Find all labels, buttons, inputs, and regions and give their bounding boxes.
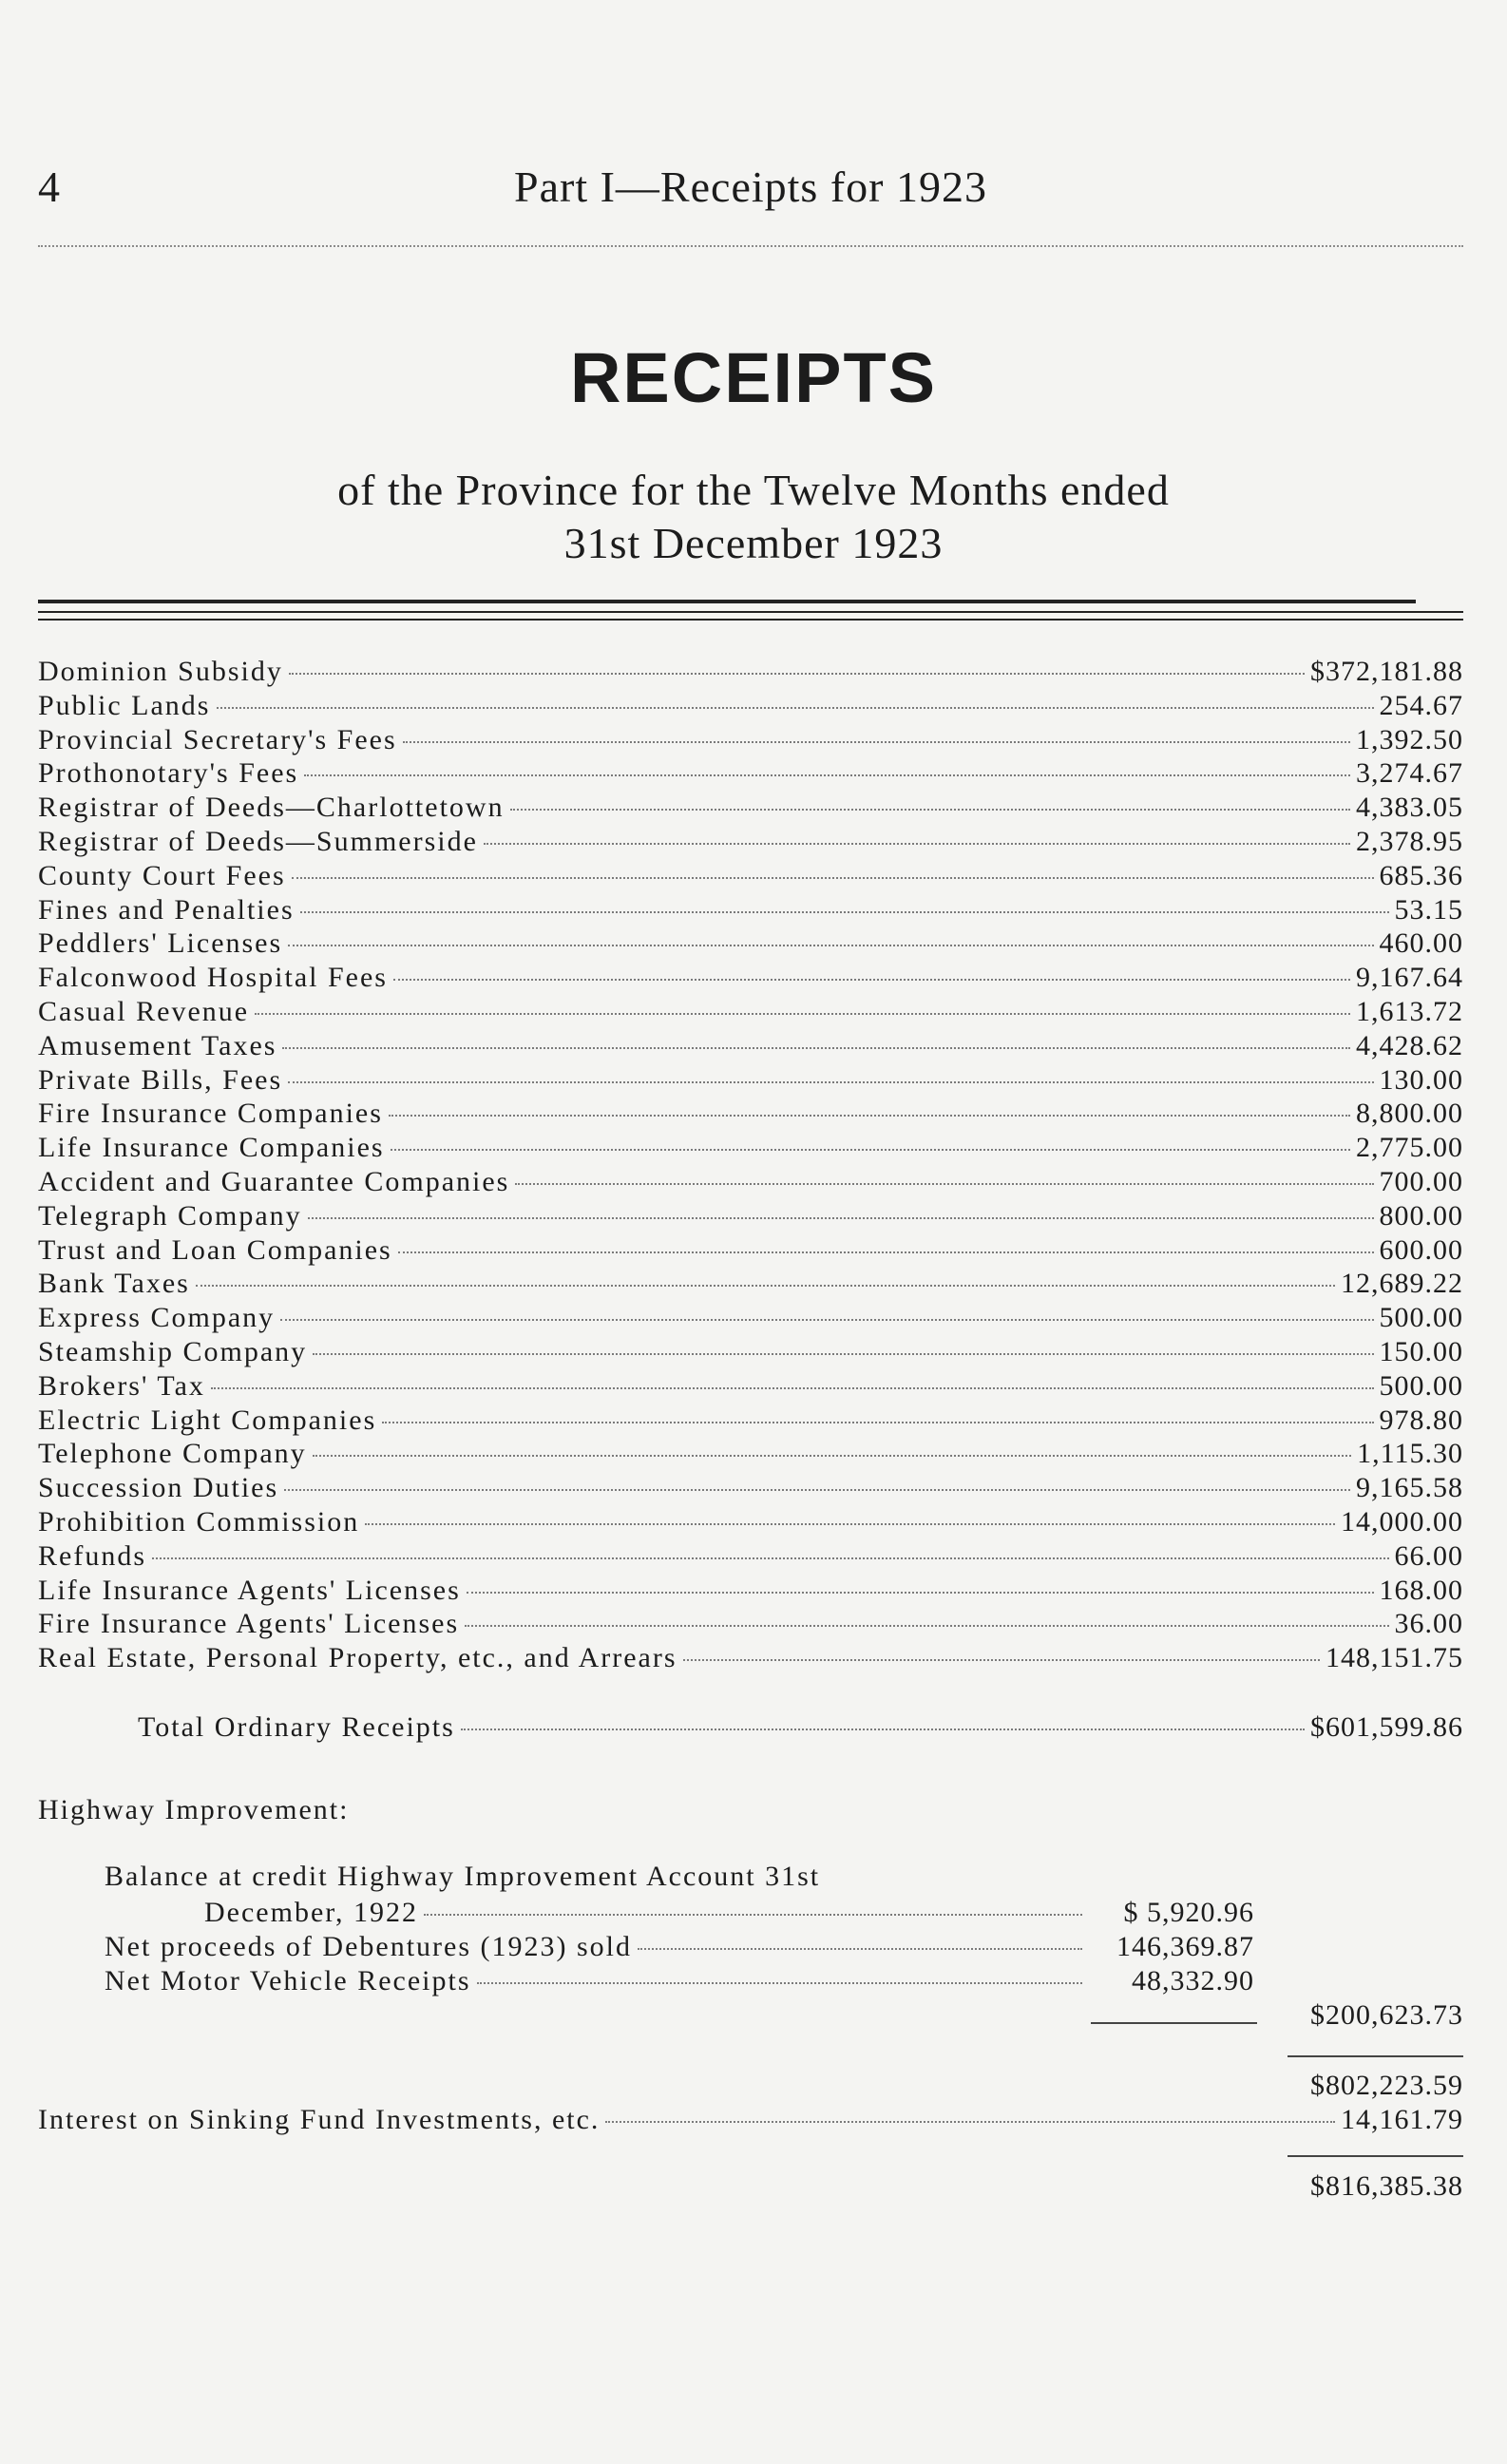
- dot-leader: [313, 1455, 1351, 1457]
- total-ordinary-amount: $601,599.86: [1310, 1711, 1463, 1743]
- dot-leader: [393, 979, 1350, 981]
- receipt-label: Peddlers' Licenses: [38, 927, 283, 960]
- receipt-amount: 254.67: [1379, 689, 1463, 721]
- receipt-amount: 978.80: [1379, 1404, 1463, 1436]
- receipt-amount: 148,151.75: [1326, 1642, 1463, 1674]
- receipt-label: Brokers' Tax: [38, 1369, 205, 1402]
- highway-sum-rule: [1091, 2022, 1257, 2024]
- receipt-amount: 685.36: [1379, 859, 1463, 891]
- receipt-label: County Court Fees: [38, 859, 286, 891]
- highway-balance-label-2: December, 1922: [204, 1897, 419, 1928]
- receipt-row: [38, 656, 1463, 690]
- highway-total-amount: $200,623.73: [1310, 1999, 1463, 2031]
- page-number: 4: [38, 162, 60, 211]
- dot-leader: [292, 877, 1374, 879]
- receipts-list: [38, 656, 1463, 1676]
- receipt-row: [38, 927, 1463, 962]
- double-rule-top: [38, 611, 1463, 613]
- receipt-row: [38, 1370, 1463, 1404]
- receipt-label: Prohibition Commission: [38, 1505, 360, 1538]
- receipt-row: [38, 1608, 1463, 1642]
- receipt-amount: 1,392.50: [1356, 723, 1463, 755]
- receipt-amount: 500.00: [1379, 1369, 1463, 1402]
- receipt-row: [38, 962, 1463, 996]
- receipt-label: Fines and Penalties: [38, 893, 295, 926]
- dot-leader: [288, 945, 1373, 946]
- receipt-amount: 36.00: [1394, 1608, 1463, 1640]
- receipt-amount: 460.00: [1379, 927, 1463, 960]
- grand-total-amount: $816,385.38: [1310, 2170, 1463, 2202]
- dot-leader: [304, 774, 1350, 776]
- highway-motor-label: Net Motor Vehicle Receipts: [105, 1965, 471, 1996]
- receipt-amount: $372,181.88: [1310, 656, 1463, 687]
- receipt-amount: 1,115.30: [1357, 1438, 1463, 1470]
- receipt-row: [38, 792, 1463, 826]
- subtotal-rule: [1288, 2055, 1463, 2057]
- interest-row: [38, 2104, 1463, 2138]
- dot-leader: [217, 707, 1374, 709]
- receipt-row: [38, 894, 1463, 928]
- total-ordinary-row: [138, 1711, 1463, 1746]
- dot-leader: [211, 1387, 1374, 1389]
- receipt-amount: 800.00: [1379, 1199, 1463, 1232]
- highway-balance-line-2: [105, 1897, 1254, 1931]
- receipt-amount: 4,383.05: [1356, 792, 1463, 824]
- receipt-row: [38, 1268, 1463, 1302]
- receipt-row: [38, 690, 1463, 724]
- receipt-label: Fire Insurance Companies: [38, 1098, 383, 1130]
- dot-leader: [465, 1625, 1388, 1627]
- receipt-row: [38, 1064, 1463, 1098]
- dot-leader: [280, 1319, 1373, 1321]
- receipt-amount: 8,800.00: [1356, 1098, 1463, 1130]
- receipt-label: Registrar of Deeds—Summerside: [38, 825, 478, 857]
- dot-leader: [467, 1592, 1374, 1594]
- dot-leader: [284, 1489, 1350, 1491]
- highway-balance-label-1: Balance at credit Highway Improvement Account 31st: [105, 1861, 821, 1892]
- receipt-label: Falconwood Hospital Fees: [38, 962, 388, 994]
- receipt-label: Provincial Secretary's Fees: [38, 723, 397, 755]
- receipt-row: [38, 1438, 1463, 1472]
- receipt-amount: 168.00: [1379, 1574, 1463, 1606]
- receipt-label: Life Insurance Companies: [38, 1132, 385, 1164]
- receipt-amount: 2,775.00: [1356, 1132, 1463, 1164]
- receipt-amount: 700.00: [1379, 1165, 1463, 1197]
- receipt-row: [38, 1030, 1463, 1064]
- receipt-label: Telegraph Company: [38, 1199, 302, 1232]
- receipt-row: [38, 1132, 1463, 1166]
- receipt-amount: 53.15: [1394, 893, 1463, 926]
- dot-leader: [300, 911, 1389, 913]
- receipt-label: Telephone Company: [38, 1438, 307, 1470]
- receipt-label: Refunds: [38, 1539, 146, 1572]
- receipt-row: [38, 1200, 1463, 1234]
- receipt-label: Express Company: [38, 1302, 276, 1334]
- dot-leader: [683, 1659, 1320, 1661]
- highway-motor-row: [105, 1965, 1254, 1999]
- receipt-amount: 9,165.58: [1356, 1472, 1463, 1504]
- highway-debentures-label: Net proceeds of Debentures (1923) sold: [105, 1931, 633, 1962]
- total-ordinary-label: Total Ordinary Receipts: [138, 1711, 455, 1743]
- receipt-row: [38, 996, 1463, 1030]
- receipt-label: Life Insurance Agents' Licenses: [38, 1574, 461, 1606]
- receipt-row: [38, 724, 1463, 758]
- receipt-label: Bank Taxes: [38, 1268, 190, 1300]
- receipt-label: Registrar of Deeds—Charlottetown: [38, 792, 505, 824]
- receipt-amount: 4,428.62: [1356, 1029, 1463, 1061]
- header-rule: [38, 245, 1463, 247]
- highway-balance-line-1: [105, 1861, 1254, 1893]
- subtotal-amount: $802,223.59: [1310, 2070, 1463, 2101]
- dot-leader: [638, 1948, 1082, 1950]
- receipt-row: [38, 757, 1463, 792]
- receipt-label: Real Estate, Personal Property, etc., and Arrears: [38, 1642, 677, 1674]
- dot-leader: [515, 1183, 1373, 1185]
- receipt-row: [38, 826, 1463, 860]
- receipt-label: Succession Duties: [38, 1472, 279, 1504]
- receipt-row: [38, 1506, 1463, 1540]
- dot-leader: [389, 1115, 1350, 1117]
- receipt-row: [38, 1098, 1463, 1132]
- receipt-row: [38, 1540, 1463, 1575]
- page-title: RECEIPTS: [569, 338, 938, 417]
- receipt-label: Accident and Guarantee Companies: [38, 1165, 510, 1197]
- receipt-amount: 12,689.22: [1341, 1268, 1463, 1300]
- running-title: Part I—Receipts for 1923: [514, 162, 987, 211]
- dot-leader: [510, 809, 1350, 811]
- highway-heading: Highway Improvement:: [38, 1794, 350, 1825]
- receipt-label: Dominion Subsidy: [38, 656, 283, 687]
- highway-debentures-amount: 146,369.87: [1116, 1931, 1254, 1962]
- dot-leader: [152, 1557, 1389, 1559]
- subtitle-line-1: of the Province for the Twelve Months ended: [337, 466, 1170, 514]
- dot-leader: [403, 741, 1350, 743]
- dot-leader: [461, 1729, 1305, 1730]
- dot-leader: [398, 1251, 1374, 1253]
- receipt-label: Public Lands: [38, 689, 211, 721]
- receipt-label: Trust and Loan Companies: [38, 1233, 392, 1266]
- dot-leader: [288, 1081, 1373, 1083]
- receipt-amount: 500.00: [1379, 1302, 1463, 1334]
- grand-total-rule: [1288, 2155, 1463, 2157]
- dot-leader: [365, 1523, 1335, 1525]
- page-subtitle: [0, 464, 1507, 570]
- dot-leader: [308, 1217, 1374, 1219]
- receipt-row: [38, 1642, 1463, 1676]
- dot-leader: [605, 2121, 1335, 2123]
- receipt-amount: 130.00: [1379, 1063, 1463, 1096]
- receipt-row: [38, 1234, 1463, 1269]
- receipt-label: Steamship Company: [38, 1335, 308, 1367]
- receipt-amount: 66.00: [1394, 1539, 1463, 1572]
- receipt-amount: 14,000.00: [1341, 1505, 1463, 1538]
- receipt-amount: 600.00: [1379, 1233, 1463, 1266]
- dot-leader: [313, 1353, 1373, 1355]
- receipt-label: Amusement Taxes: [38, 1029, 277, 1061]
- interest-amount: 14,161.79: [1341, 2104, 1463, 2135]
- receipt-label: Fire Insurance Agents' Licenses: [38, 1608, 460, 1640]
- highway-debentures-row: [105, 1931, 1254, 1965]
- dot-leader: [382, 1422, 1373, 1423]
- receipt-row: [38, 1404, 1463, 1439]
- dot-leader: [484, 843, 1350, 845]
- highway-motor-amount: 48,332.90: [1132, 1965, 1254, 1996]
- dot-leader: [255, 1013, 1350, 1015]
- double-rule-bottom: [38, 619, 1463, 621]
- receipt-row: [38, 1302, 1463, 1336]
- dot-leader: [282, 1047, 1350, 1049]
- dot-leader: [196, 1285, 1335, 1287]
- receipt-row: [38, 1336, 1463, 1370]
- receipt-row: [38, 860, 1463, 894]
- dot-leader: [424, 1914, 1082, 1916]
- receipt-amount: 3,274.67: [1356, 757, 1463, 790]
- receipt-label: Prothonotary's Fees: [38, 757, 299, 790]
- receipt-amount: 1,613.72: [1356, 995, 1463, 1027]
- receipt-label: Private Bills, Fees: [38, 1063, 283, 1096]
- receipt-row: [38, 1575, 1463, 1609]
- dot-leader: [391, 1149, 1350, 1151]
- heavy-rule: [38, 600, 1416, 603]
- highway-balance-amount: $ 5,920.96: [1123, 1897, 1254, 1928]
- receipt-label: Electric Light Companies: [38, 1404, 377, 1436]
- dot-leader: [477, 1982, 1082, 1984]
- receipt-amount: 2,378.95: [1356, 825, 1463, 857]
- subtitle-line-2: 31st December 1923: [563, 519, 944, 567]
- interest-label: Interest on Sinking Fund Investments, etc.: [38, 2104, 601, 2135]
- receipt-row: [38, 1166, 1463, 1200]
- receipt-amount: 9,167.64: [1356, 962, 1463, 994]
- receipt-label: Casual Revenue: [38, 995, 250, 1027]
- page-header: [38, 162, 1463, 219]
- receipt-row: [38, 1472, 1463, 1506]
- dot-leader: [289, 673, 1305, 675]
- receipt-amount: 150.00: [1379, 1335, 1463, 1367]
